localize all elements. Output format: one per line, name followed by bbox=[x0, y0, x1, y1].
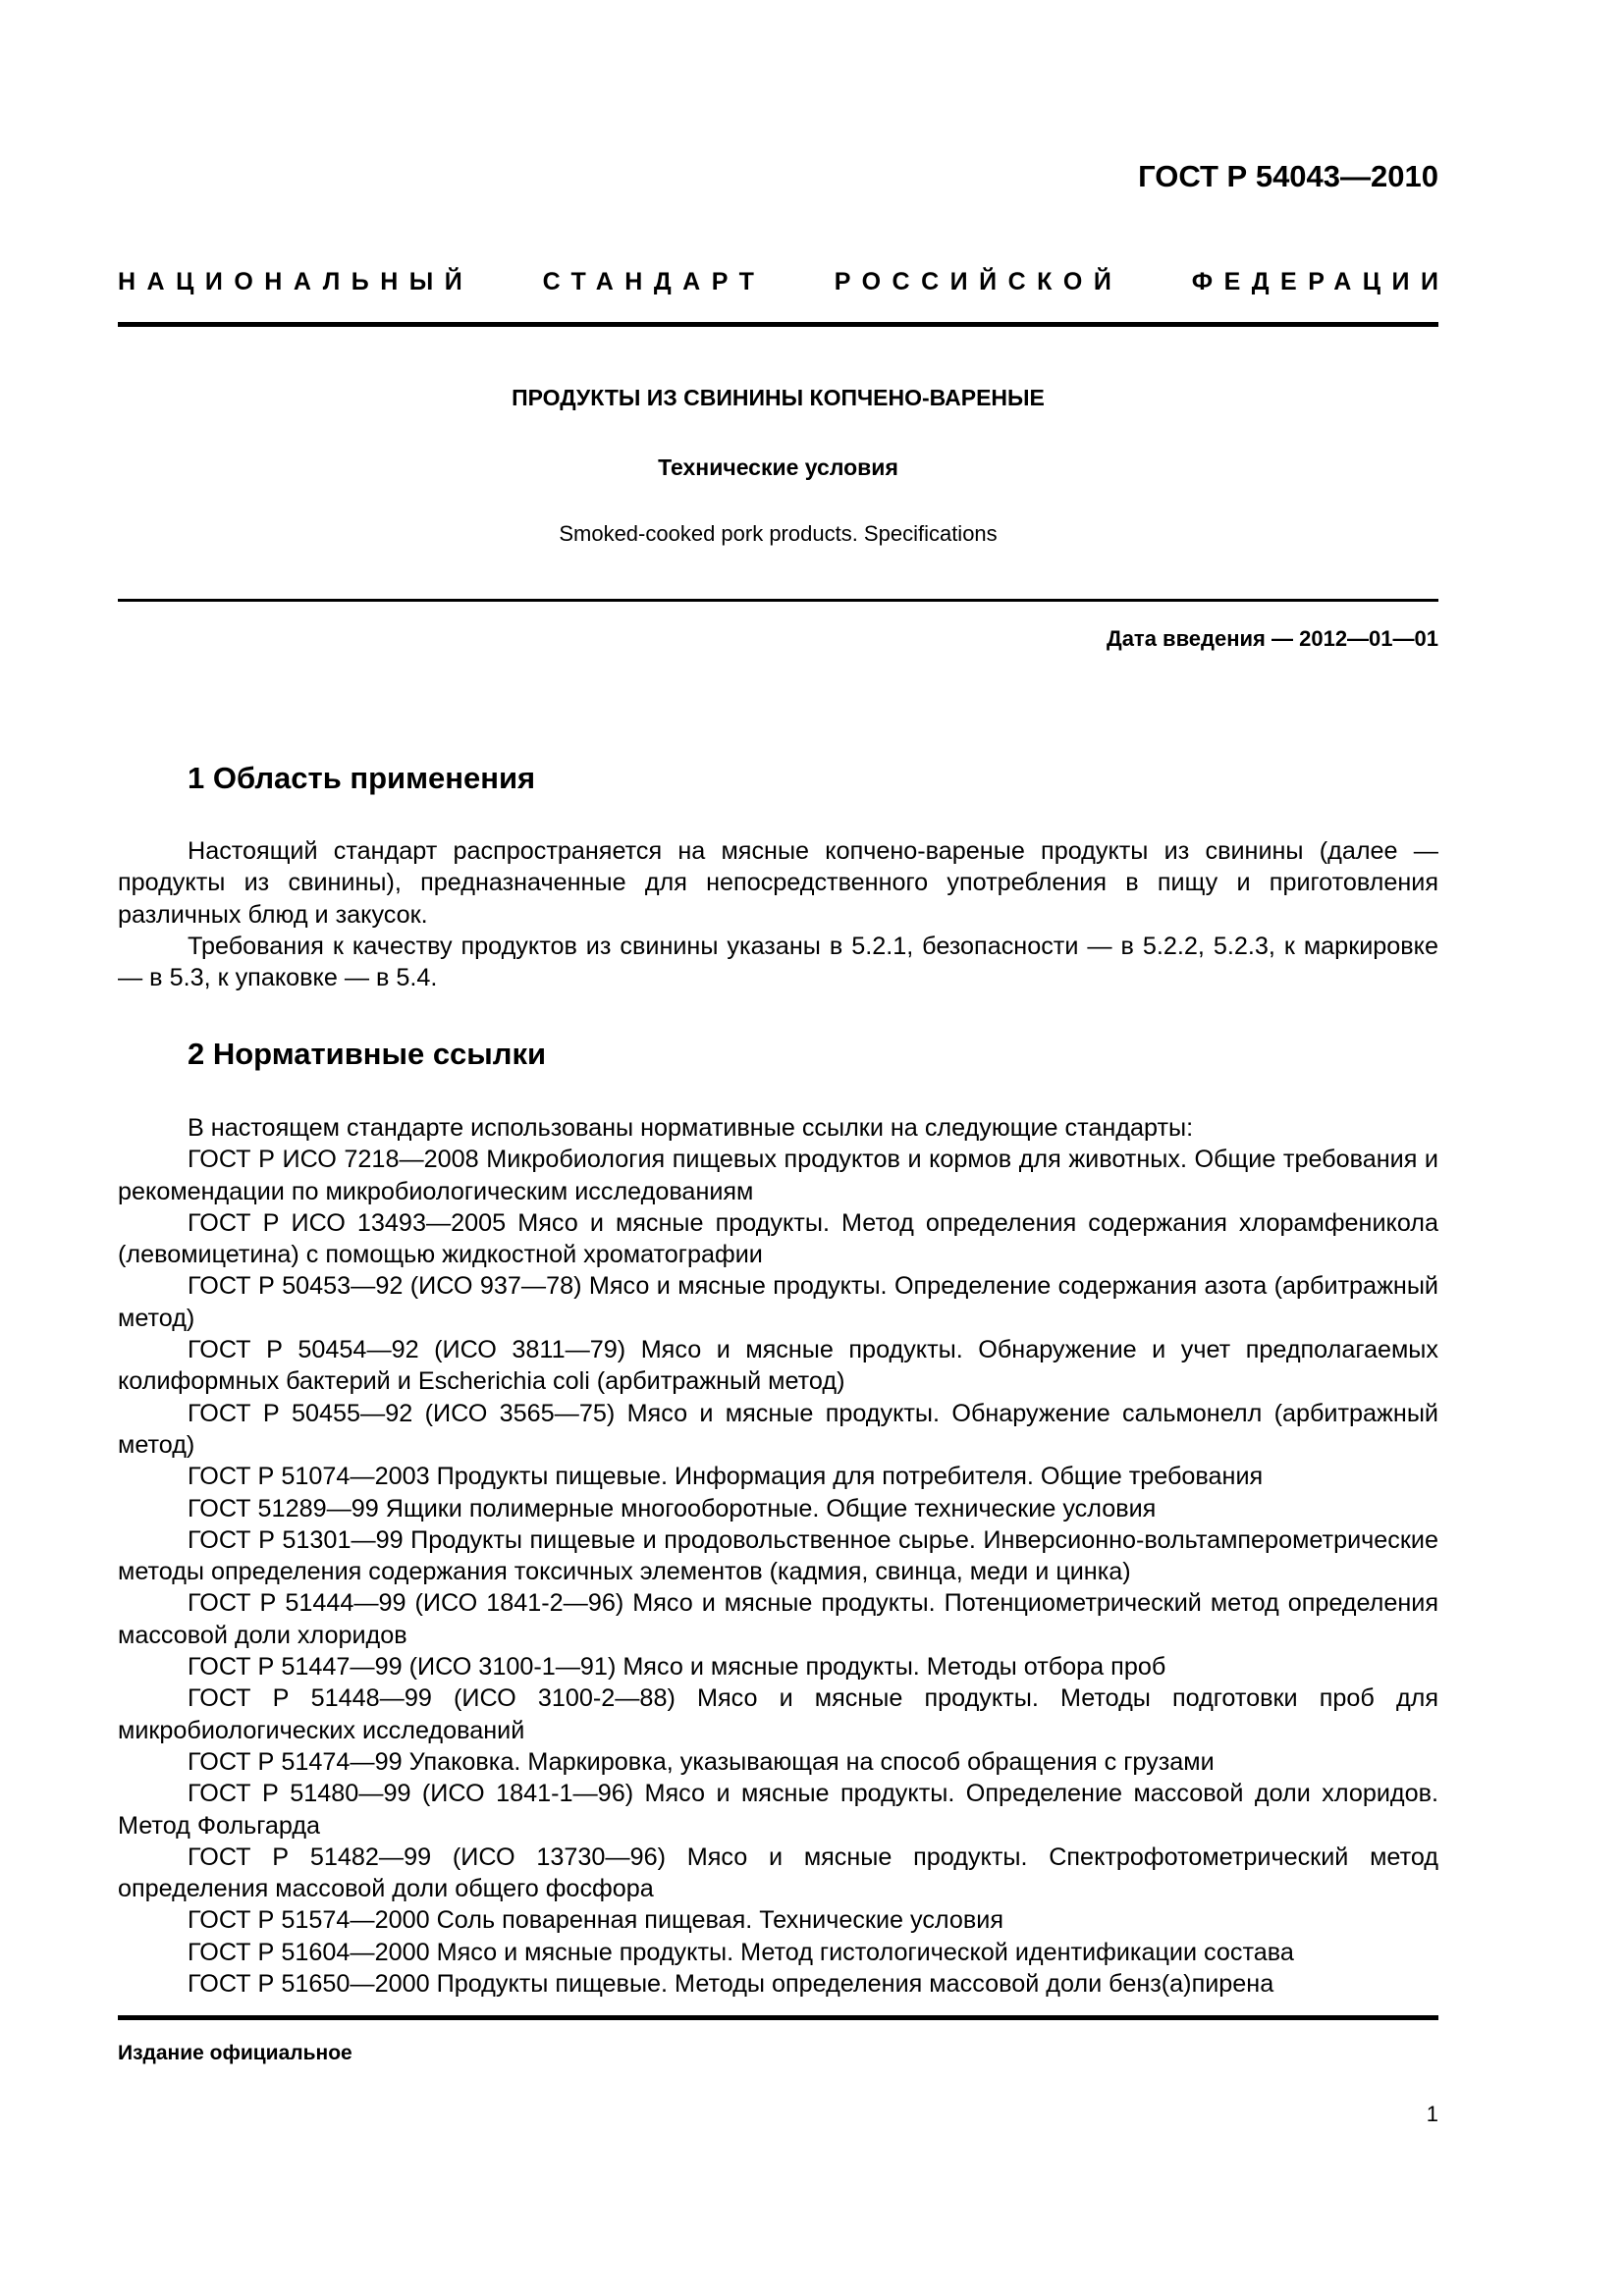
reference-item: ГОСТ Р 51074—2003 Продукты пищевые. Информация для потребителя. Общие требования bbox=[188, 1463, 1264, 1491]
page-number: 1 bbox=[1426, 2102, 1438, 2126]
introduction-date: Дата введения — 2012—01—01 bbox=[1107, 626, 1438, 651]
reference-item: ГОСТ Р 51574—2000 Соль поваренная пищевая. Технические условия bbox=[188, 1906, 1004, 1935]
reference-item: В настоящем стандарте использованы нормативные ссылки на следующие стандарты: bbox=[188, 1114, 1194, 1142]
banner-word: СТАНДАРТ bbox=[542, 268, 766, 295]
reference-item: ГОСТ Р 51482—99 (ИСО 13730—96) Мясо и мясные продукты. Спектрофотометрический метод определения массовой доли общего фосфора bbox=[118, 1842, 1438, 1903]
reference-item: ГОСТ Р 51444—99 (ИСО 1841-2—96) Мясо и мясные продукты. Потенциометрический метод определения массовой доли хлоридов bbox=[118, 1589, 1438, 1649]
reference-item: ГОСТ Р 51448—99 (ИСО 3100-2—88) Мясо и мясные продукты. Методы подготовки проб для микробиологических исследований bbox=[118, 1684, 1438, 1744]
section-1-heading: 1 Область применения bbox=[188, 761, 536, 795]
document-english-title: Smoked-cooked pork products. Specifications bbox=[559, 521, 998, 546]
header-divider bbox=[118, 322, 1438, 327]
document-page bbox=[118, 0, 1450, 2296]
official-edition-label: Издание официальное bbox=[118, 2042, 352, 2064]
section-1-body bbox=[118, 835, 1438, 993]
document-subtitle: Технические условия bbox=[658, 454, 898, 480]
section-2-body bbox=[118, 1112, 1438, 2000]
national-standard-banner bbox=[118, 268, 1450, 296]
banner-word: НАЦИОНАЛЬНЫЙ bbox=[118, 268, 474, 295]
paragraph: Настоящий стандарт распространяется на мясные копчено-вареные продукты из свинины (далее — продукты из свинины), предназначенные для непосредственного употребления в пищу и приготовления различных блюд и закусок. bbox=[118, 837, 1438, 929]
reference-item: ГОСТ Р 51474—99 Упаковка. Маркировка, указывающая на способ обращения с грузами bbox=[188, 1747, 1215, 1776]
reference-item: ГОСТ Р 51301—99 Продукты пищевые и продовольственное сырье. Инверсионно-вольтамперометрические методы определения содержания токсичных элементов (кадмия, свинца, меди и цинка) bbox=[118, 1525, 1438, 1586]
reference-item: ГОСТ Р 51650—2000 Продукты пищевые. Методы определения массовой доли бенз(а)пирена bbox=[188, 1970, 1274, 1999]
gost-number: ГОСТ Р 54043—2010 bbox=[1138, 159, 1438, 193]
document-title: ПРОДУКТЫ ИЗ СВИНИНЫ КОПЧЕНО-ВАРЕНЫЕ bbox=[512, 385, 1045, 410]
paragraph: Требования к качеству продуктов из свинины указаны в 5.2.1, безопасности — в 5.2.2, 5.2.3, к маркировке — в 5.3, к упаковке — в 5.4. bbox=[118, 932, 1438, 992]
banner-word: ФЕДЕРАЦИИ bbox=[1191, 268, 1450, 295]
reference-item: ГОСТ Р 50454—92 (ИСО 3811—79) Мясо и мясные продукты. Обнаружение и учет предполагаемых колиформных бактерий и Escherichia coli (арбитражный метод) bbox=[118, 1336, 1438, 1396]
reference-item: ГОСТ Р 50453—92 (ИСО 937—78) Мясо и мясные продукты. Определение содержания азота (арбитражный метод) bbox=[118, 1272, 1438, 1332]
reference-item: ГОСТ Р ИСО 13493—2005 Мясо и мясные продукты. Метод определения содержания хлорамфеникола (левомицетина) с помощью жидкостной хроматографии bbox=[118, 1208, 1438, 1269]
footer-divider bbox=[118, 2015, 1438, 2020]
reference-item: ГОСТ Р 51480—99 (ИСО 1841-1—96) Мясо и мясные продукты. Определение массовой доли хлоридов. Метод Фольгарда bbox=[118, 1780, 1438, 1840]
reference-item: ГОСТ Р 50455—92 (ИСО 3565—75) Мясо и мясные продукты. Обнаружение сальмонелл (арбитражный метод) bbox=[118, 1399, 1438, 1459]
reference-item: ГОСТ Р 51447—99 (ИСО 3100-1—91) Мясо и мясные продукты. Методы отбора проб bbox=[188, 1653, 1166, 1682]
title-divider bbox=[118, 599, 1438, 602]
reference-item: ГОСТ 51289—99 Ящики полимерные многооборотные. Общие технические условия bbox=[188, 1494, 1157, 1522]
banner-word: РОССИЙСКОЙ bbox=[834, 268, 1123, 295]
reference-item: ГОСТ Р ИСО 7218—2008 Микробиология пищевых продуктов и кормов для животных. Общие требования и рекомендации по микробиологическим исследованиям bbox=[118, 1146, 1438, 1205]
section-2-heading: 2 Нормативные ссылки bbox=[188, 1037, 547, 1071]
reference-item: ГОСТ Р 51604—2000 Мясо и мясные продукты. Метод гистологической идентификации состава bbox=[188, 1938, 1294, 1966]
